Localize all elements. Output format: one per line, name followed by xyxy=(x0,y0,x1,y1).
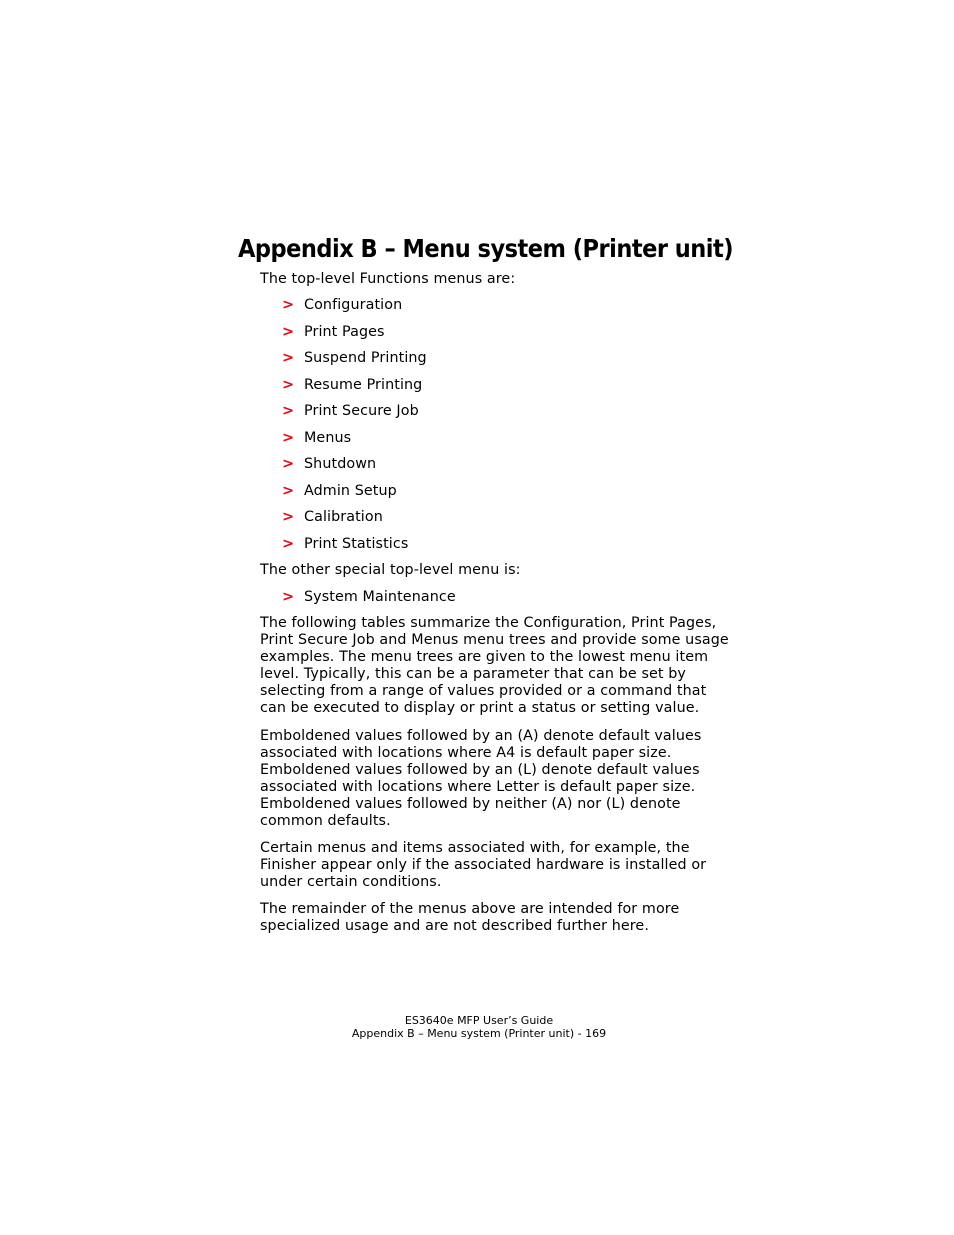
bullet-arrow-icon: > xyxy=(282,323,295,340)
bullet-arrow-icon: > xyxy=(282,429,295,446)
bullet-arrow-icon: > xyxy=(282,589,295,605)
body-paragraph: The remainder of the menus above are intended for more specialized usage and are not described further here. xyxy=(260,901,680,934)
bullet-arrow-icon: > xyxy=(282,456,295,472)
list-item-label: Suspend Printing xyxy=(304,350,427,366)
page-title: Appendix B – Menu system (Printer unit) xyxy=(238,234,734,263)
list-item-label: Print Secure Job xyxy=(304,403,419,419)
list-item xyxy=(282,456,427,483)
special-menu-list xyxy=(282,589,456,616)
list-item-label: Configuration xyxy=(304,297,403,313)
footer-page-ref: Appendix B – Menu system (Printer unit) - 169 xyxy=(351,1027,607,1040)
bullet-arrow-icon: > xyxy=(282,535,295,552)
list-item-label: Print Statistics xyxy=(304,535,409,552)
special-intro-text: The other special top-level menu is: xyxy=(260,562,521,578)
list-item xyxy=(282,536,427,563)
list-item xyxy=(282,350,427,377)
body-paragraph: Certain menus and items associated with, for example, the Finisher appear only if the associated hardware is installed or under certain conditions. xyxy=(260,840,707,890)
bullet-arrow-icon: > xyxy=(282,350,295,366)
list-item-label: Resume Printing xyxy=(304,376,423,393)
footer-guide-title: ES3640e MFP User’s Guide xyxy=(404,1014,554,1027)
list-item-label: Calibration xyxy=(304,509,383,525)
list-item-label: Menus xyxy=(304,429,352,446)
list-item-label: System Maintenance xyxy=(304,589,456,605)
list-item xyxy=(282,377,427,404)
bullet-arrow-icon: > xyxy=(282,509,295,525)
body-paragraph: The following tables summarize the Configuration, Print Pages, Print Secure Job and Menus menu trees and provide some usage examples. The menu trees are given to the lowest menu item level. Typically, this can be a parameter that can be set by selecting from a range of values provided or a command that can be executed to display or print a status or setting value. xyxy=(260,615,729,716)
list-item-label: Print Pages xyxy=(304,323,385,340)
functions-menu-list xyxy=(282,297,427,562)
body-paragraph: Emboldened values followed by an (A) denote default values associated with locations where A4 is default paper size. Emboldened values followed by an (L) denote default values associated with locations where Letter is default paper size. Emboldened values followed by neither (A) nor (L) denote common defaults. xyxy=(260,728,702,829)
bullet-arrow-icon: > xyxy=(282,376,295,393)
list-item-label: Admin Setup xyxy=(304,482,397,499)
intro-text: The top-level Functions menus are: xyxy=(260,271,516,287)
list-item xyxy=(282,324,427,351)
list-item-label: Shutdown xyxy=(304,456,377,472)
list-item xyxy=(282,509,427,536)
list-item xyxy=(282,297,427,324)
bullet-arrow-icon: > xyxy=(282,482,295,499)
list-item xyxy=(282,403,427,430)
list-item xyxy=(282,589,456,616)
list-item xyxy=(282,430,427,457)
list-item xyxy=(282,483,427,510)
bullet-arrow-icon: > xyxy=(282,297,295,313)
bullet-arrow-icon: > xyxy=(282,403,295,419)
